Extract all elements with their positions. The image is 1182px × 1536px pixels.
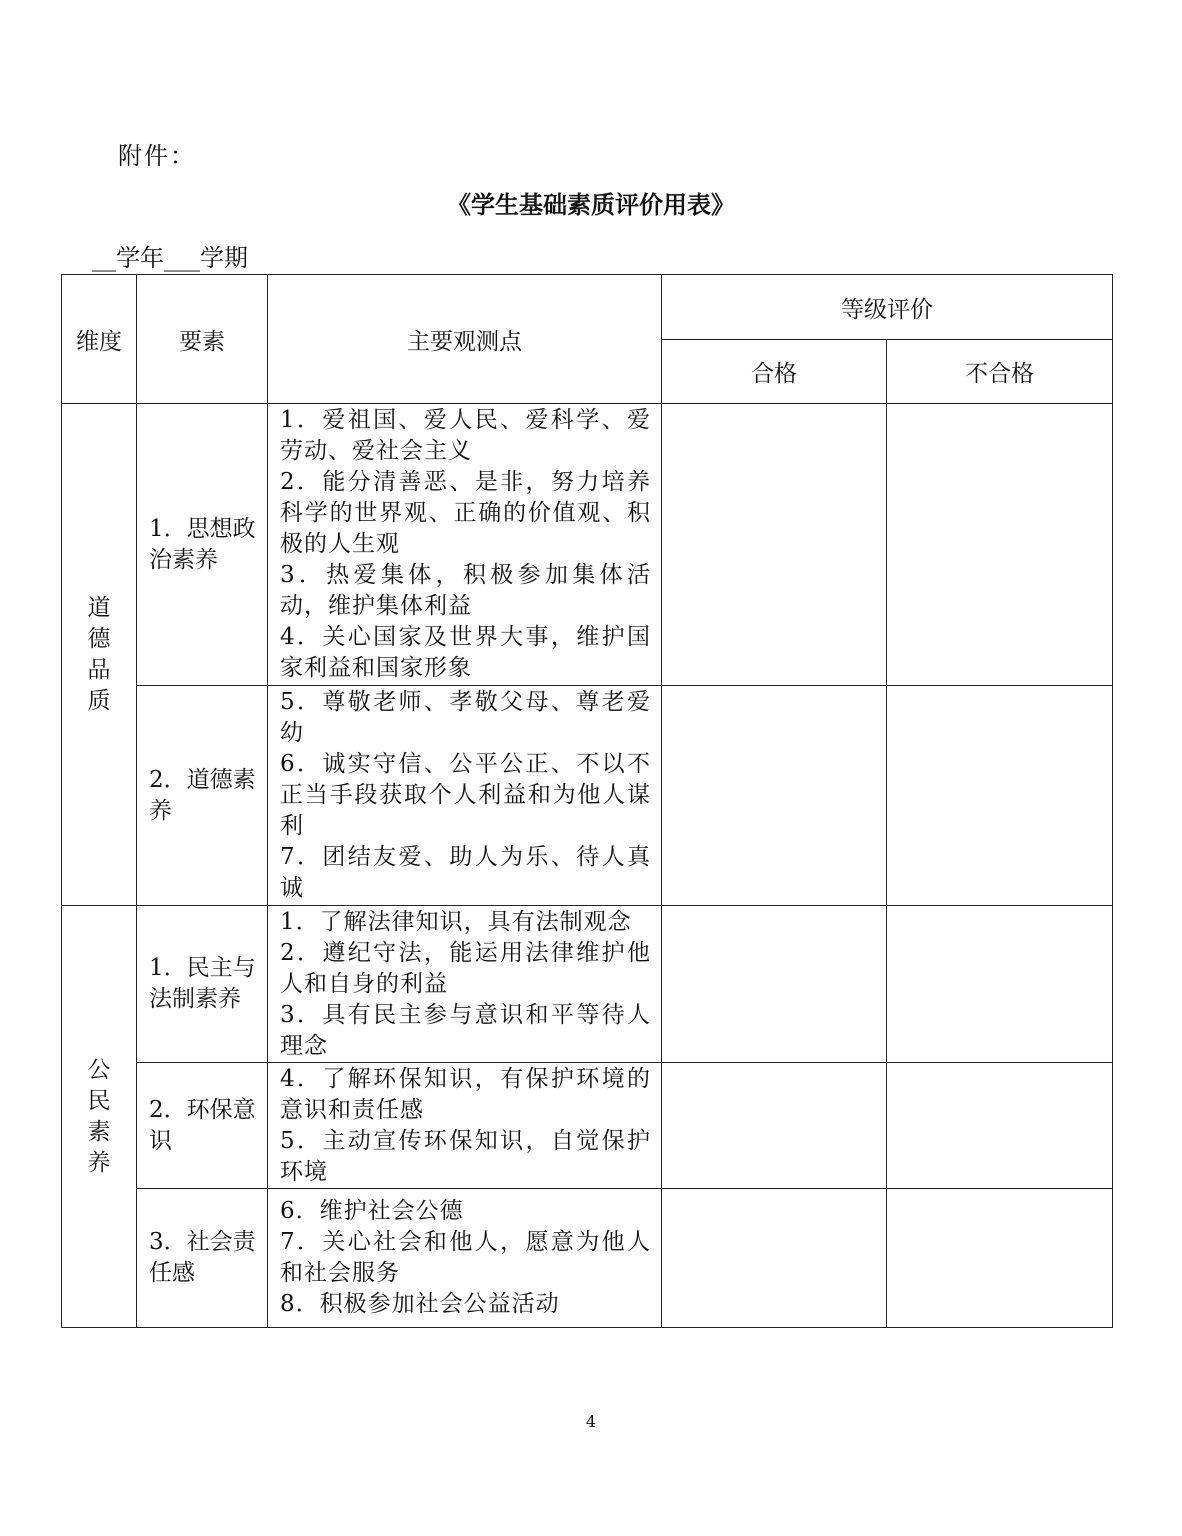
dimension-cell [62, 404, 137, 906]
fail-grade-cell[interactable] [887, 404, 1113, 686]
dimension-label: 公民素养 [87, 1056, 111, 1176]
observation-point: 3．具有民主参与意识和平等待人理念 [280, 1001, 651, 1059]
header-pass: 合格 [662, 340, 887, 404]
term-line: __学年___学期 [92, 244, 248, 272]
evaluation-table [61, 274, 1113, 1328]
document-title: 《学生基础素质评价用表》 [447, 190, 735, 219]
pass-grade-cell[interactable] [662, 1189, 887, 1328]
observation-point: 1．爱祖国、爱人民、爱科学、爱劳动、爱社会主义 [280, 407, 651, 464]
observation-point: 1．了解法律知识，具有法制观念 [280, 908, 632, 935]
pass-grade-cell[interactable] [662, 686, 887, 906]
table-row [62, 906, 1113, 1063]
observation-cell [268, 1063, 662, 1189]
observation-point: 4．关心国家及世界大事，维护国家利益和国家形象 [280, 624, 651, 681]
header-dimension: 维度 [62, 275, 137, 404]
element-cell: 3．社会责任感 [137, 1189, 268, 1328]
header-grade: 等级评价 [662, 275, 1113, 340]
table-row [62, 1063, 1113, 1189]
header-element: 要素 [137, 275, 268, 404]
header-observation: 主要观测点 [268, 275, 662, 404]
observation-point: 2．能分清善恶、是非，努力培养科学的世界观、正确的价值观、积极的人生观 [280, 469, 651, 557]
dimension-label: 道德品质 [87, 594, 111, 714]
observation-point: 5．主动宣传环保知识，自觉保护环境 [280, 1127, 651, 1185]
observation-cell [268, 404, 662, 686]
observation-point: 7．关心社会和他人，愿意为他人和社会服务 [280, 1229, 651, 1286]
observation-point: 2．遵纪守法，能运用法律维护他人和自身的利益 [280, 939, 651, 997]
page-number: 4 [585, 1412, 597, 1431]
fail-grade-cell[interactable] [887, 686, 1113, 906]
pass-grade-cell[interactable] [662, 404, 887, 686]
element-cell: 1．思想政治素养 [137, 404, 268, 686]
table-row [62, 686, 1113, 906]
element-cell: 2．道德素养 [137, 686, 268, 906]
pass-grade-cell[interactable] [662, 906, 887, 1063]
observation-point: 8．积极参加社会公益活动 [280, 1291, 560, 1317]
observation-point: 6．诚实守信、公平公正、不以不正当手段获取个人利益和为他人谋利 [280, 751, 651, 839]
observation-cell [268, 686, 662, 906]
table-row [62, 1189, 1113, 1328]
pass-grade-cell[interactable] [662, 1063, 887, 1189]
dimension-cell [62, 906, 137, 1328]
fail-grade-cell[interactable] [887, 906, 1113, 1063]
observation-point: 6．维护社会公德 [280, 1198, 464, 1224]
fail-grade-cell[interactable] [887, 1189, 1113, 1328]
fail-grade-cell[interactable] [887, 1063, 1113, 1189]
table-row [62, 404, 1113, 686]
element-cell: 1．民主与法制素养 [137, 906, 268, 1063]
header-fail: 不合格 [887, 340, 1113, 404]
element-cell: 2．环保意识 [137, 1063, 268, 1189]
observation-cell [268, 1189, 662, 1328]
observation-point: 4．了解环保知识，有保护环境的意识和责任感 [280, 1065, 651, 1123]
observation-point: 3．热爱集体，积极参加集体活动，维护集体利益 [280, 562, 651, 619]
attachment-label: 附件： [118, 142, 196, 170]
observation-point: 7．团结友爱、助人为乐、待人真诚 [280, 844, 651, 901]
observation-cell [268, 906, 662, 1063]
observation-point: 5．尊敬老师、孝敬父母、尊老爱幼 [280, 689, 651, 746]
